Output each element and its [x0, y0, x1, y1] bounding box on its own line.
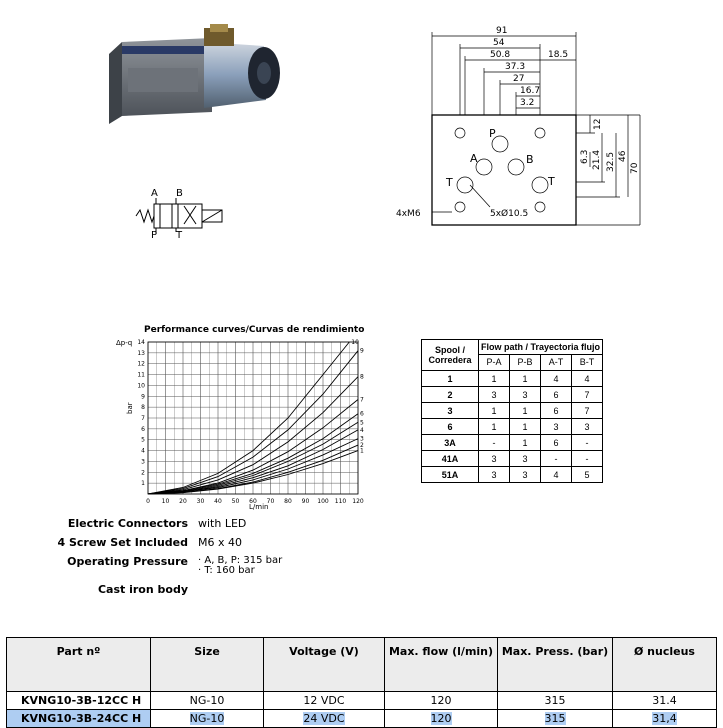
nucleus-cell: 31.4 — [613, 692, 717, 710]
flow-path-cell: 3 — [572, 419, 603, 435]
spec-screws — [20, 535, 242, 551]
x-tick-label: 40 — [214, 498, 222, 505]
spool-header: Spool / Corredera — [422, 340, 479, 371]
size-cell: NG-10 — [151, 692, 264, 710]
spool-row — [422, 387, 603, 403]
x-tick-label: 0 — [146, 498, 150, 505]
flow-path-cell: 4 — [572, 371, 603, 387]
dim-12: 12 — [593, 118, 603, 130]
flow-path-cell: 1 — [510, 371, 541, 387]
note-holes: 5xØ10.5 — [490, 209, 529, 219]
flow-path-cell: 3 — [479, 387, 510, 403]
flow-path-cell: 1 — [479, 403, 510, 419]
spool-row — [422, 435, 603, 451]
series-label: 6 — [360, 410, 364, 418]
size-cell: NG-10 — [151, 710, 264, 728]
flow-path-cell: 7 — [572, 387, 603, 403]
subheader-pa: P-A — [479, 355, 510, 370]
dim-46: 46 — [618, 150, 628, 162]
flow-path-cell: 3 — [510, 451, 541, 467]
spool-row — [422, 467, 603, 483]
series-label: 4 — [360, 426, 364, 434]
flow-path-cell: 3 — [479, 467, 510, 483]
x-tick-label: 70 — [266, 498, 275, 505]
series-label: 8 — [360, 373, 364, 381]
dim-50-8: 50.8 — [490, 50, 511, 60]
x-tick-label: 100 — [317, 498, 329, 505]
flow-cell: 120 — [385, 710, 498, 728]
spec-screws-value: M6 x 40 — [198, 536, 242, 549]
y-tick-label: 10 — [137, 382, 145, 390]
subheader-bt: B-T — [579, 357, 595, 367]
flow-path-cell: 6 — [541, 387, 572, 403]
port-t-right-label: T — [548, 175, 555, 188]
port-t-left-label: T — [446, 176, 453, 189]
flow-path-cell: 4 — [541, 371, 572, 387]
col-part-no: Part nº — [7, 638, 151, 692]
flow-path-cell: - — [572, 435, 603, 451]
press-cell: 315 — [498, 710, 613, 728]
flow-path-cell: - — [479, 435, 510, 451]
dim-32-5: 32.5 — [606, 151, 616, 172]
dim-18-5: 18.5 — [548, 50, 569, 60]
spec-body — [20, 582, 188, 598]
flow-path-cell: 7 — [572, 403, 603, 419]
symbol-label-b: B — [176, 188, 183, 199]
port-p-label: P — [489, 127, 496, 140]
y-tick-label: 6 — [141, 425, 145, 433]
spec-body-label: Cast iron body — [97, 583, 188, 596]
y-tick-label: 1 — [141, 480, 145, 488]
symbol-label-a: A — [151, 188, 158, 199]
series-label: 9 — [360, 347, 364, 355]
dimension-drawing — [390, 22, 680, 242]
table-row — [7, 692, 717, 710]
part-number: KVNG10-3B-24CC H — [7, 710, 151, 728]
spec-screws-label: 4 Screw Set Included — [57, 536, 188, 549]
flow-path-cell: 1 — [510, 403, 541, 419]
symbol-label-t: T — [176, 230, 183, 241]
dim-70: 70 — [630, 162, 640, 174]
flow-path-cell: 1 — [479, 419, 510, 435]
x-tick-label: 120 — [352, 498, 364, 505]
chart-ylabel: bar — [126, 402, 134, 414]
y-tick-label: 2 — [141, 469, 145, 477]
spool-id-cell: 3A — [422, 435, 479, 451]
dim-6-3: 6.3 — [580, 149, 590, 164]
dim-3-2: 3.2 — [520, 98, 535, 108]
spool-row — [422, 419, 603, 435]
col-nucleus: Ø nucleus — [613, 638, 717, 692]
x-tick-label: 90 — [301, 498, 310, 505]
chart-title: Performance curves/Curvas de rendimiento — [144, 325, 365, 335]
dim-54: 54 — [493, 38, 505, 48]
y-tick-label: 14 — [137, 339, 145, 346]
spool-id-cell: 1 — [422, 371, 479, 387]
voltage-cell: 24 VDC — [264, 710, 385, 728]
flow-path-header: Flow path / Trayectoria flujo P-A P-B A-T B-T — [479, 340, 603, 371]
y-tick-label: 9 — [141, 393, 145, 401]
spec-connectors-value: with LED — [198, 517, 247, 530]
x-tick-label: 20 — [179, 498, 187, 505]
subheader-pb: P-B — [510, 355, 541, 370]
y-tick-label: 3 — [141, 458, 145, 466]
flow-path-cell: 1 — [510, 435, 541, 451]
series-label: 7 — [360, 396, 364, 404]
flow-path-cell: 3 — [479, 451, 510, 467]
flow-path-cell: 3 — [541, 419, 572, 435]
spec-connectors — [20, 516, 246, 532]
port-b-label: B — [526, 153, 534, 166]
chart-ylabel-top: Δp-q — [116, 339, 133, 347]
y-tick-label: 11 — [137, 371, 145, 379]
spec-pressure-label: Operating Pressure — [67, 555, 188, 568]
series-label: 10 — [351, 339, 359, 346]
flow-path-cell: - — [572, 451, 603, 467]
x-tick-label: 60 — [249, 498, 257, 505]
y-tick-label: 7 — [141, 415, 145, 422]
spool-id-cell: 3 — [422, 403, 479, 419]
x-tick-label: 10 — [161, 498, 170, 505]
chart-xlabel: L/min — [249, 503, 269, 511]
hydraulic-symbol — [130, 186, 230, 242]
flow-path-cell: 4 — [541, 467, 572, 483]
spec-connectors-label: Electric Connectors — [67, 517, 188, 530]
parts-table — [6, 637, 717, 728]
spool-id-cell: 2 — [422, 387, 479, 403]
y-tick-label: 12 — [137, 360, 145, 368]
series-label: 2 — [360, 442, 364, 450]
spec-pressure-line2: · T: 160 bar — [198, 565, 255, 576]
flow-path-cell: 1 — [479, 371, 510, 387]
y-tick-label: 13 — [137, 349, 145, 357]
part-number: KVNG10-3B-12CC H — [7, 692, 151, 710]
series-label: 1 — [360, 447, 364, 455]
spool-row — [422, 451, 603, 467]
y-tick-label: 8 — [141, 404, 145, 412]
flow-cell: 120 — [385, 692, 498, 710]
port-a-label: A — [470, 152, 478, 165]
spec-pressure — [20, 554, 282, 578]
col-voltage: Voltage (V) — [264, 638, 385, 692]
y-tick-label: 4 — [141, 447, 145, 455]
dim-16-7: 16.7 — [520, 86, 541, 96]
dim-37-3: 37.3 — [505, 62, 526, 72]
series-label: 3 — [360, 435, 364, 443]
performance-chart — [108, 318, 378, 518]
flow-path-cell: 1 — [510, 419, 541, 435]
col-max-press: Max. Press. (bar) — [498, 638, 613, 692]
spool-id-cell: 41A — [422, 451, 479, 467]
spool-table — [421, 339, 603, 483]
dim-27: 27 — [513, 74, 525, 84]
x-tick-label: 50 — [231, 498, 240, 505]
voltage-cell: 12 VDC — [264, 692, 385, 710]
flow-path-cell: - — [541, 451, 572, 467]
col-max-flow: Max. flow (l/min) — [385, 638, 498, 692]
spool-row — [422, 371, 603, 387]
nucleus-cell: 31,4 — [613, 710, 717, 728]
spool-row — [422, 403, 603, 419]
x-tick-label: 110 — [334, 498, 347, 505]
flow-path-cell: 6 — [541, 403, 572, 419]
note-4xm6: 4xM6 — [396, 209, 421, 219]
col-size: Size — [151, 638, 264, 692]
valve-product-photo — [104, 24, 282, 130]
flow-path-cell: 3 — [510, 467, 541, 483]
flow-path-cell: 6 — [541, 435, 572, 451]
y-tick-label: 5 — [141, 436, 145, 444]
spool-id-cell: 6 — [422, 419, 479, 435]
subheader-at: A-T — [541, 355, 572, 370]
press-cell: 315 — [498, 692, 613, 710]
dim-21-4: 21.4 — [592, 149, 602, 170]
series-label: 5 — [360, 419, 364, 427]
table-row — [7, 710, 717, 728]
flow-path-cell: 3 — [510, 387, 541, 403]
spec-pressure-line1: · A, B, P: 315 bar — [198, 555, 283, 566]
symbol-label-p: P — [151, 230, 158, 241]
flow-path-cell: 5 — [572, 467, 603, 483]
x-tick-label: 30 — [196, 498, 205, 505]
dim-91: 91 — [496, 26, 508, 36]
x-tick-label: 80 — [284, 498, 292, 505]
spool-id-cell: 51A — [422, 467, 479, 483]
